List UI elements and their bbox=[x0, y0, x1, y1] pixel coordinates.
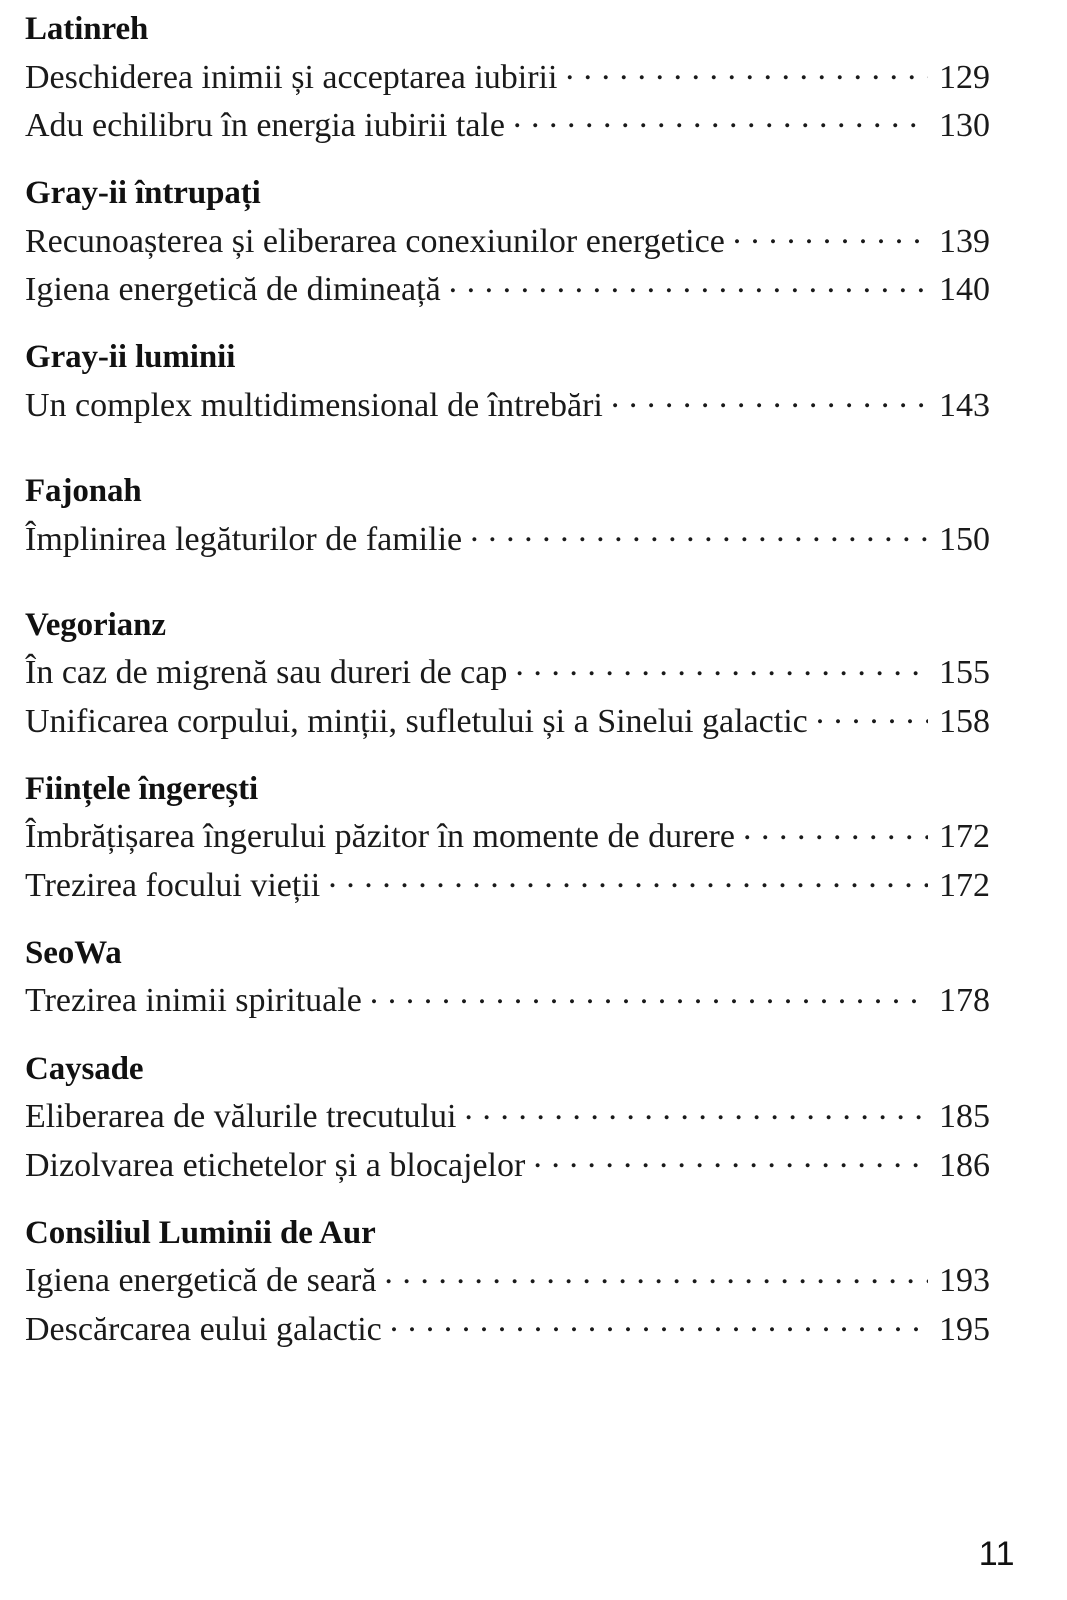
section-heading: Latinreh bbox=[25, 11, 149, 47]
section-heading: Caysade bbox=[25, 1050, 144, 1087]
toc-entry-label: Îmbrățișarea îngerului păzitor în momente de durere bbox=[25, 818, 735, 856]
toc-entry-label: Igiena energetică de dimineață bbox=[25, 270, 441, 308]
section-heading: Consiliul Luminii de Aur bbox=[25, 1214, 376, 1251]
dot-leader bbox=[565, 54, 928, 88]
toc-entry-page: 186 bbox=[939, 1146, 990, 1184]
toc-entry-page: 185 bbox=[939, 1098, 990, 1136]
toc-entry-page: 143 bbox=[939, 386, 990, 424]
toc-entry[interactable] bbox=[25, 516, 990, 564]
toc-entry-page: 150 bbox=[939, 520, 990, 558]
dot-leader bbox=[816, 698, 928, 732]
toc-entry[interactable] bbox=[25, 102, 990, 150]
dot-leader bbox=[733, 218, 928, 252]
toc-entry[interactable] bbox=[25, 977, 990, 1025]
toc-entry[interactable] bbox=[25, 1257, 990, 1305]
toc-entry-page: 140 bbox=[939, 270, 990, 308]
toc-entry-label: În caz de migrenă sau dureri de cap bbox=[25, 654, 508, 692]
dot-leader bbox=[464, 1093, 928, 1127]
section-heading: Fajonah bbox=[25, 472, 142, 509]
toc-entry-page: 172 bbox=[939, 866, 990, 904]
toc-section bbox=[25, 1212, 990, 1354]
dot-leader bbox=[449, 266, 928, 300]
toc-entry-label: Un complex multidimensional de întrebări bbox=[25, 386, 603, 424]
toc-entry[interactable] bbox=[25, 1306, 990, 1354]
section-heading: Ființele îngerești bbox=[25, 770, 259, 807]
toc-entry[interactable] bbox=[25, 382, 990, 430]
section-heading: SeoWa bbox=[25, 934, 122, 971]
toc-entry[interactable] bbox=[25, 1093, 990, 1141]
table-of-contents bbox=[25, 8, 990, 1376]
toc-entry-page: 155 bbox=[939, 654, 990, 692]
dot-leader bbox=[533, 1142, 928, 1176]
toc-entry[interactable] bbox=[25, 1142, 990, 1190]
toc-section bbox=[25, 470, 990, 564]
toc-section bbox=[25, 1048, 990, 1190]
section-heading: Vegorianz bbox=[25, 606, 166, 643]
section-heading: Gray-ii luminii bbox=[25, 339, 236, 376]
toc-entry[interactable] bbox=[25, 649, 990, 697]
toc-entry-label: Adu echilibru în energia iubirii tale bbox=[25, 106, 505, 144]
toc-entry-page: 195 bbox=[939, 1310, 990, 1348]
toc-entry-label: Eliberarea de vălurile trecutului bbox=[25, 1098, 457, 1136]
toc-entry-page: 172 bbox=[939, 818, 990, 856]
toc-entry-page: 130 bbox=[939, 106, 990, 144]
toc-entry-page: 158 bbox=[939, 702, 990, 740]
toc-section bbox=[25, 172, 990, 314]
dot-leader bbox=[390, 1306, 928, 1340]
dot-leader bbox=[515, 649, 928, 683]
toc-entry[interactable] bbox=[25, 698, 990, 746]
dot-leader bbox=[328, 862, 928, 896]
toc-entry-label: Împlinirea legăturilor de familie bbox=[25, 520, 463, 558]
toc-section bbox=[25, 768, 990, 910]
section-heading: Gray-ii întrupați bbox=[25, 175, 261, 212]
toc-entry-page: 193 bbox=[939, 1262, 990, 1300]
dot-leader bbox=[370, 977, 928, 1011]
toc-entry-label: Descărcarea eului galactic bbox=[25, 1310, 382, 1348]
toc-section bbox=[25, 8, 990, 150]
toc-entry-label: Trezirea focului vieții bbox=[25, 866, 321, 904]
toc-entry-page: 139 bbox=[939, 222, 990, 260]
dot-leader bbox=[611, 382, 928, 416]
toc-entry-label: Recunoașterea și eliberarea conexiunilor energetice bbox=[25, 222, 725, 260]
dot-leader bbox=[513, 102, 928, 136]
toc-section bbox=[25, 604, 990, 746]
toc-entry-label: Trezirea inimii spirituale bbox=[25, 982, 362, 1020]
dot-leader bbox=[743, 813, 928, 847]
toc-entry[interactable] bbox=[25, 54, 990, 102]
toc-section bbox=[25, 932, 990, 1026]
toc-entry-page: 178 bbox=[939, 982, 990, 1020]
toc-section bbox=[25, 336, 990, 430]
toc-entry[interactable] bbox=[25, 218, 990, 266]
toc-entry[interactable] bbox=[25, 266, 990, 314]
dot-leader bbox=[384, 1257, 928, 1291]
toc-entry-label: Unificarea corpului, minții, sufletului și a Sinelui galactic bbox=[25, 702, 808, 740]
toc-entry-label: Igiena energetică de seară bbox=[25, 1262, 377, 1300]
toc-entry[interactable] bbox=[25, 813, 990, 861]
toc-entry-page: 129 bbox=[939, 58, 990, 96]
page-folio: 11 bbox=[978, 1535, 1015, 1573]
toc-entry-label: Deschiderea inimii și acceptarea iubirii bbox=[25, 58, 558, 96]
toc-entry[interactable] bbox=[25, 862, 990, 910]
toc-entry-label: Dizolvarea etichetelor și a blocajelor bbox=[25, 1146, 526, 1184]
dot-leader bbox=[470, 516, 928, 550]
